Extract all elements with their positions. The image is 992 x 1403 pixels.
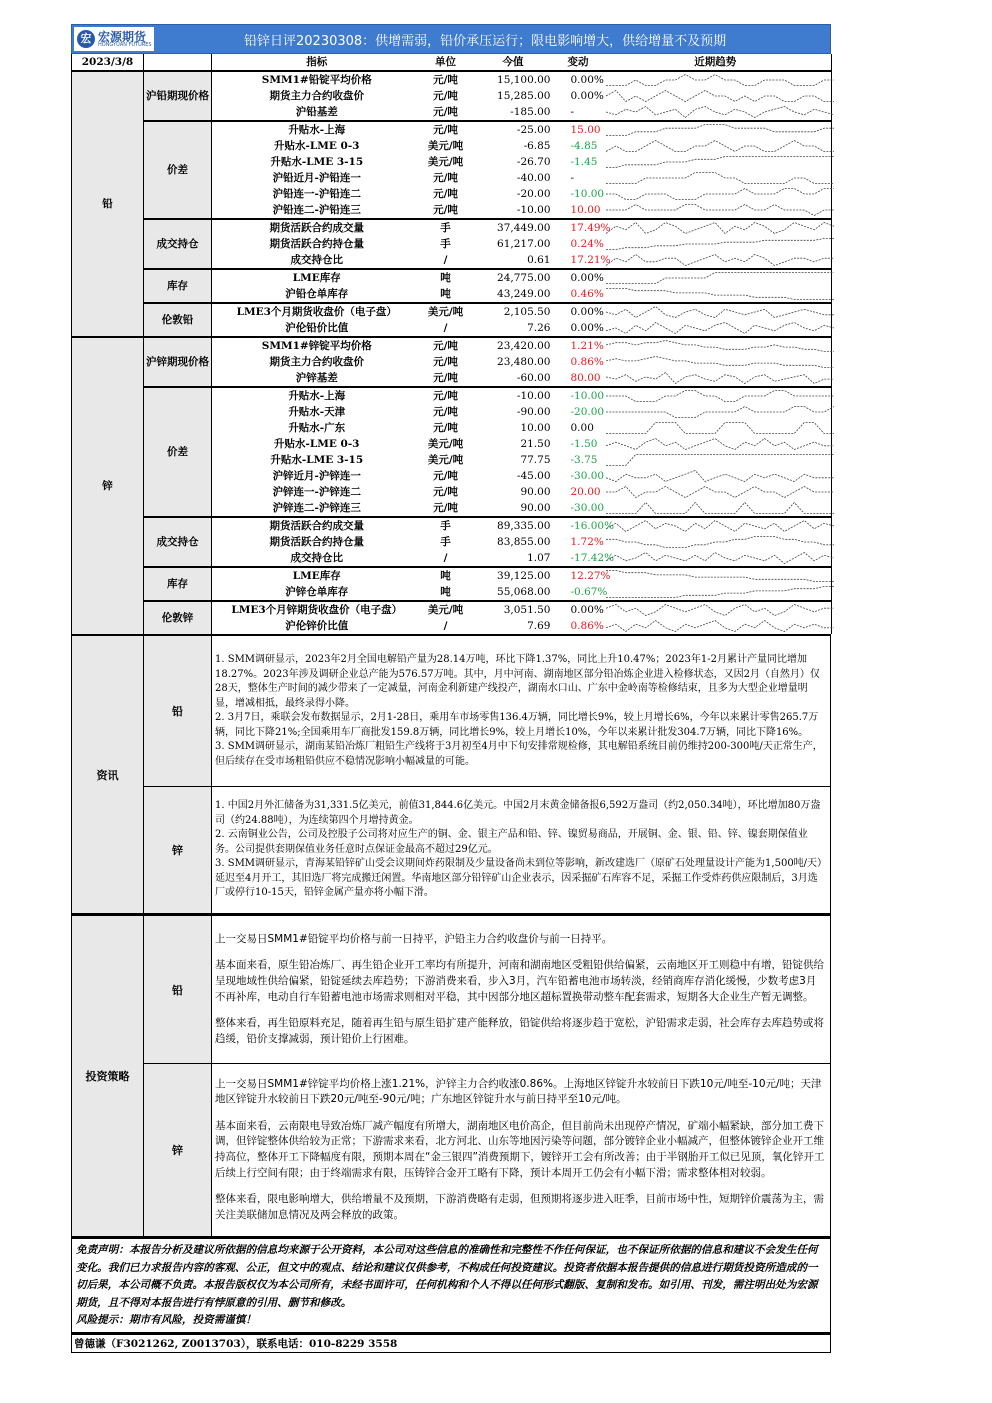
table-row: [72, 337, 832, 354]
indicator-value: 7.69: [527, 620, 551, 632]
trend-sparkline: [604, 603, 836, 617]
trend-sparkline: [604, 171, 836, 185]
indicator-name: 期货活跃合约成交量: [212, 219, 422, 236]
indicator-name: 期货主力合约收盘价: [269, 356, 364, 368]
indicator-name: SMM1#锌锭平均价格: [212, 337, 422, 354]
news-zinc-label: 锌: [144, 787, 212, 914]
indicator-change: -3.75: [570, 454, 598, 466]
indicator-name: 沪锌连二-沪锌连三: [272, 502, 361, 514]
indicator-value: 77.75: [520, 454, 551, 466]
indicator-unit: /: [443, 322, 448, 334]
col-indicator: 指标: [212, 54, 422, 71]
indicator-trend: [600, 387, 832, 404]
trend-sparkline: [604, 221, 836, 235]
indicator-change: 20.00: [570, 486, 601, 498]
trend-sparkline: [604, 551, 836, 565]
indicator-value: 39,125.00: [470, 567, 557, 584]
indicator-value: 15,285.00: [497, 90, 551, 102]
indicator-change: -10.00: [570, 188, 605, 200]
trend-sparkline: [604, 453, 836, 467]
indicator-change: -10.00: [557, 387, 600, 404]
indicator-value: 90.00: [520, 502, 551, 514]
indicator-unit: 元/吨: [433, 172, 458, 184]
indicator-trend: [600, 252, 832, 269]
indicator-value: 61,217.00: [497, 238, 551, 250]
indicator-unit: 元/吨: [433, 486, 458, 498]
indicator-value: -10.00: [470, 387, 557, 404]
trend-sparkline: [604, 73, 836, 87]
indicator-unit: /: [443, 620, 448, 632]
trend-sparkline: [604, 619, 836, 633]
indicator-value: -6.85: [523, 140, 551, 152]
news-label: 资讯: [72, 635, 144, 914]
table-row: [72, 71, 832, 88]
trend-sparkline: [604, 105, 836, 119]
indicator-change: -16.00%: [557, 517, 600, 534]
indicator-value: -26.70: [516, 156, 551, 168]
indicator-value: 1.07: [527, 552, 551, 564]
indicator-unit: 吨: [422, 269, 470, 286]
indicator-trend: [600, 170, 832, 186]
paragraph: 基本面来看，云南限电导致冶炼厂减产幅度有所增大，湖南地区电价高企，但目前尚未出现停产情况，矿端小幅紧缺，部分加工费下调，但锌锭整体供给较为正常；下游需求来看，北方河北、山东等地因污染等问题，部分镀锌企业小幅减产，但整体镀锌企业开工维持高位，整体开工下降幅度有限，预期本周在“金三银四”消费预期下，镀锌开工会有所改善；由于半钢胎开工似已见顶，氧化锌开工后续上行空间有限；由于终端需求有限，压铸锌合金开工略有下降，预计本周开工仍会有小幅下滑；需求整体相对较弱。: [215, 1119, 825, 1179]
strategy-lead-label: 铅: [144, 915, 212, 1064]
strategy-zinc-text: [212, 1064, 831, 1237]
indicator-unit: 元/吨: [422, 71, 470, 88]
paragraph: 上一交易日SMM1#锌锭平均价格上涨1.21%，沪锌主力合约收涨0.86%。上海地区锌锭升水较前日下跌10元/吨至-10元/吨；天津地区锌锭升水较前日下跌20元/吨至-90元/吨；广东地区锌锭升水与前日持平至10元/吨。: [215, 1077, 822, 1106]
strategy-section: [71, 914, 831, 1237]
indicator-table: [71, 54, 832, 634]
indicator-name: 沪伦铅价比值: [285, 322, 349, 334]
indicator-change: 12.27%: [557, 567, 600, 584]
logo-cn: 宏源期货: [98, 29, 147, 44]
indicator-unit: 美元/吨: [427, 156, 464, 168]
indicator-change: -1.45: [570, 156, 598, 168]
disclaimer: [71, 1237, 831, 1333]
indicator-unit: 元/吨: [433, 106, 458, 118]
indicator-value: 83,855.00: [497, 536, 551, 548]
indicator-value: 10.00: [520, 422, 551, 434]
indicator-value: 7.26: [527, 322, 551, 334]
trend-sparkline: [604, 485, 836, 499]
indicator-change: -0.67%: [570, 586, 608, 598]
indicator-change: 17.21%: [570, 254, 611, 266]
group-label: 伦敦锌: [144, 601, 212, 634]
indicator-value: 21.50: [520, 438, 551, 450]
indicator-trend: [600, 320, 832, 337]
indicator-trend: [600, 584, 832, 601]
col-unit: 单位: [422, 54, 470, 71]
indicator-trend: [600, 337, 832, 354]
indicator-name: 升贴水-LME 3-15: [270, 156, 364, 168]
indicator-trend: [600, 370, 832, 387]
trend-sparkline: [604, 187, 836, 201]
group-label: 库存: [144, 269, 212, 303]
indicator-value: -40.00: [516, 172, 551, 184]
indicator-change: -: [570, 106, 575, 118]
disclaimer-text: 免责声明：本报告分析及建议所依据的信息均来源于公开资料，本公司对这些信息的准确性和完整性不作任何保证，也不保证所依据的信息和建议不会发生任何变化。我们已力求报告内容的客观、公正，但文中的观点、结论和建议仅供参考，不构成任何投资建议。投资者依据本报告提供的信息进行期货投资所造成的一切后果，本公司概不负责。本报告版权仅为本公司所有，未经书面许可，任何机构和个人不得以任何形式翻版、复制和发布。如引用、刊发，需注明出处为宏源期货，且不得对本报告进行有悖原意的引用、删节和修改。: [76, 1244, 818, 1309]
indicator-change: 0.00%: [570, 322, 604, 334]
indicator-trend: [600, 88, 832, 104]
indicator-value: 55,068.00: [497, 586, 551, 598]
indicator-trend: [600, 601, 832, 618]
indicator-change: -17.42%: [570, 552, 615, 564]
group-label: 库存: [144, 567, 212, 601]
indicator-name: 期货活跃合约持仓量: [269, 238, 364, 250]
indicator-change: -: [570, 172, 575, 184]
trend-sparkline: [604, 155, 836, 169]
contact-info: 曾德谦（F3021262, Z0013703），联系电话：010-8229 3558: [71, 1333, 831, 1353]
table-row: [72, 219, 832, 236]
indicator-change: 0.86%: [570, 620, 604, 632]
indicator-change: 15.00: [557, 121, 600, 138]
indicator-name: 升贴水-上海: [212, 121, 422, 138]
report-page: [71, 24, 831, 1353]
indicator-value: -20.00: [516, 188, 551, 200]
table-row: [72, 601, 832, 618]
indicator-unit: 美元/吨: [427, 454, 464, 466]
trend-sparkline: [604, 469, 836, 483]
indicator-trend: [600, 219, 832, 236]
trend-sparkline: [604, 321, 836, 335]
indicator-unit: 元/吨: [422, 121, 470, 138]
indicator-name: 期货活跃合约成交量: [212, 517, 422, 534]
indicator-unit: 元/吨: [433, 406, 458, 418]
indicator-change: 1.72%: [570, 536, 604, 548]
indicator-value: -185.00: [510, 106, 551, 118]
group-label: 沪锌期现价格: [144, 337, 212, 387]
indicator-unit: 元/吨: [433, 90, 458, 102]
paragraph: 2. 云南铜业公告，公司及控股子公司将对应生产的铜、金、银主产品和铅、锌、镍贸易商品，开展铜、金、银、铅、锌、镍套期保值业务。公司提供套期保值业务任意时点保证金最高不超过29亿元。: [215, 829, 808, 855]
indicator-trend: [600, 500, 832, 517]
indicator-name: 沪锌基差: [295, 372, 338, 384]
indicator-trend: [600, 468, 832, 484]
trend-sparkline: [604, 585, 836, 599]
paragraph: 3. SMM调研显示，湖南某铅冶炼厂粗铅生产线将于3月初至4月中下旬安排常规检修，其电解铅系统目前仍维持200-300吨/天正常生产，但后续存在受市场粗铅供应不稳情况影响小幅减量的可能。: [215, 741, 823, 767]
indicator-trend: [600, 121, 832, 138]
indicator-change: -30.00: [570, 502, 605, 514]
indicator-unit: 元/吨: [433, 470, 458, 482]
group-label: 成交持仓: [144, 517, 212, 567]
news-zinc-text: [212, 787, 831, 914]
indicator-unit: 手: [422, 219, 470, 236]
indicator-change: 0.00%: [570, 90, 604, 102]
indicator-name: LME3个月锌期货收盘价（电子盘）: [212, 601, 422, 618]
trend-sparkline: [604, 421, 836, 435]
paragraph: 1. 中国2月外汇储备为31,331.5亿美元，前值31,844.6亿美元。中国2月末黄金储备报6,592万盎司（约2,050.34吨），环比增加80万盎司（约24.88吨），为连续第四个月增持黄金。: [215, 800, 821, 826]
indicator-change: 1.21%: [557, 337, 600, 354]
table-row: [72, 303, 832, 320]
indicator-name: LME库存: [212, 269, 422, 286]
indicator-name: 升贴水-LME 0-3: [274, 438, 360, 450]
indicator-name: 成交持仓比: [290, 254, 343, 266]
indicator-trend: [600, 550, 832, 567]
indicator-change: 0.00: [570, 422, 594, 434]
trend-sparkline: [604, 569, 836, 583]
indicator-change: -1.50: [570, 438, 598, 450]
indicator-trend: [600, 618, 832, 634]
indicator-trend: [600, 517, 832, 534]
indicator-unit: 手: [422, 517, 470, 534]
indicator-name: 升贴水-LME 3-15: [270, 454, 364, 466]
indicator-value: -45.00: [516, 470, 551, 482]
paragraph: 1. SMM调研显示，2023年2月全国电解铅产量为28.14万吨，环比下降1.37%，同比上升10.47%；2023年1-2月累计产量同比增加18.27%。2023年涉及调研企业总产能为576.57万吨。其中，月中河南、湖南地区部分铅冶炼企业进入检修状态，又因2月（自然月）仅28天，整体生产时间的减少带来了一定减量，河南金利新建产线投产，湖南水口山、广东中金岭南等检修结束，且多为大型企业增量明显，增减相抵，最终录得小降。: [215, 654, 820, 709]
indicator-unit: /: [443, 254, 448, 266]
indicator-trend: [600, 138, 832, 154]
indicator-trend: [600, 404, 832, 420]
indicator-change: 0.46%: [570, 288, 604, 300]
indicator-value: -90.00: [516, 406, 551, 418]
indicator-value: 3,051.50: [470, 601, 557, 618]
indicator-trend: [600, 303, 832, 320]
indicator-name: 沪锌仓单库存: [285, 586, 349, 598]
indicator-name: 升贴水-广东: [288, 422, 346, 434]
trend-sparkline: [604, 405, 836, 419]
strategy-lead-text: [212, 915, 831, 1064]
strategy-label: 投资策略: [72, 915, 144, 1237]
trend-sparkline: [604, 339, 836, 353]
indicator-value: -25.00: [470, 121, 557, 138]
indicator-unit: 美元/吨: [422, 601, 470, 618]
indicator-value: 15,100.00: [470, 71, 557, 88]
indicator-name: 升贴水-上海: [212, 387, 422, 404]
trend-sparkline: [604, 123, 836, 137]
indicator-change: 80.00: [570, 372, 601, 384]
logo-mark-icon: 宏: [77, 30, 95, 48]
indicator-name: 沪锌连一-沪锌连二: [272, 486, 361, 498]
group-label: 成交持仓: [144, 219, 212, 269]
risk-warning: 风险提示：期市有风险，投资需谨慎！: [76, 1314, 257, 1326]
trend-sparkline: [604, 305, 836, 319]
indicator-unit: 吨: [422, 567, 470, 584]
group-label: 沪铅期现价格: [144, 71, 212, 121]
group-label: 伦敦铅: [144, 303, 212, 337]
company-logo: [74, 27, 154, 51]
trend-sparkline: [604, 389, 836, 403]
paragraph: 上一交易日SMM1#铅锭平均价格与前一日持平，沪铅主力合约收盘价与前一日持平。: [215, 932, 613, 945]
indicator-unit: 美元/吨: [427, 140, 464, 152]
indicator-trend: [600, 436, 832, 452]
report-title: 铅锌日评20230308：供增需弱，铅价承压运行；限电影响增大，供给增量不及预期: [244, 34, 727, 49]
indicator-value: 2,105.50: [470, 303, 557, 320]
indicator-unit: 吨: [440, 288, 451, 300]
indicator-unit: 元/吨: [433, 372, 458, 384]
indicator-change: -30.00: [570, 470, 605, 482]
indicator-name: 沪铅仓单库存: [285, 288, 349, 300]
indicator-name: LME库存: [212, 567, 422, 584]
indicator-value: -10.00: [516, 204, 551, 216]
indicator-trend: [600, 104, 832, 121]
indicator-change: 17.49%: [557, 219, 600, 236]
indicator-trend: [600, 452, 832, 468]
trend-sparkline: [604, 203, 836, 217]
trend-sparkline: [604, 501, 836, 515]
metal-label: 锌: [72, 337, 144, 634]
indicator-name: 期货主力合约收盘价: [269, 90, 364, 102]
paragraph: 3. SMM调研显示，青海某铅锌矿山受会议期间炸药限制及少量设备尚未到位等影响，新改建选厂（原矿石处理量设计产能为1,500吨/天）延迟至4月开工，其旧选厂将完成搬迁闲置。华南地区部分铅锌矿山企业表示，因采掘矿石库容不足，采掘工作受炸药供应限制后，3月选厂或停行10-15天，铅锌金属产量亦将小幅下滑。: [215, 858, 823, 899]
indicator-unit: 手: [440, 536, 451, 548]
trend-sparkline: [604, 535, 836, 549]
strategy-zinc-label: 锌: [144, 1064, 212, 1237]
indicator-trend: [600, 567, 832, 584]
indicator-trend: [600, 186, 832, 202]
indicator-trend: [600, 236, 832, 252]
indicator-name: 沪铅基差: [295, 106, 338, 118]
indicator-trend: [600, 420, 832, 436]
indicator-value: 0.61: [527, 254, 551, 266]
group-label: 价差: [144, 121, 212, 219]
indicator-name: 成交持仓比: [290, 552, 343, 564]
trend-sparkline: [604, 271, 836, 285]
indicator-name: 升贴水-天津: [288, 406, 346, 418]
trend-sparkline: [604, 519, 836, 533]
indicator-name: 沪铅连一-沪铅连二: [272, 188, 361, 200]
indicator-name: 沪铅连二-沪铅连三: [272, 204, 361, 216]
trend-sparkline: [604, 287, 836, 301]
indicator-change: 0.00%: [557, 71, 600, 88]
trend-sparkline: [604, 437, 836, 451]
indicator-trend: [600, 484, 832, 500]
trend-sparkline: [604, 371, 836, 385]
indicator-change: 10.00: [570, 204, 601, 216]
indicator-change: 0.24%: [570, 238, 604, 250]
indicator-unit: 美元/吨: [427, 438, 464, 450]
paragraph: 整体来看，限电影响增大，供给增量不及预期，下游消费略有走弱，但预期将逐步进入旺季，目前市场中性，短期锌价震荡为主，需关注美联储加息情况及两会释放的政策。: [215, 1193, 824, 1222]
indicator-value: 43,249.00: [497, 288, 551, 300]
indicator-name: 期货活跃合约持仓量: [269, 536, 364, 548]
indicator-unit: 元/吨: [422, 387, 470, 404]
indicator-value: 24,775.00: [470, 269, 557, 286]
table-row: [72, 517, 832, 534]
indicator-name: 沪铅近月-沪铅连一: [272, 172, 361, 184]
paragraph: 整体来看，再生铅原料充足，随着再生铅与原生铅扩建产能释放，铅锭供给将逐步趋于宽松，沪铅需求走弱，社会库存去库趋势或将趋缓，铅价支撑减弱，预计铅价上行困难。: [215, 1016, 824, 1045]
indicator-trend: [600, 534, 832, 550]
trend-sparkline: [604, 139, 836, 153]
indicator-trend: [600, 202, 832, 219]
indicator-value: -60.00: [516, 372, 551, 384]
indicator-name: LME3个月期货收盘价（电子盘）: [212, 303, 422, 320]
indicator-change: -20.00: [570, 406, 605, 418]
trend-sparkline: [604, 89, 836, 103]
trend-sparkline: [604, 253, 836, 267]
indicator-value: 89,335.00: [470, 517, 557, 534]
indicator-unit: 元/吨: [433, 188, 458, 200]
news-section: [71, 634, 831, 914]
indicator-value: 90.00: [520, 486, 551, 498]
trend-sparkline: [604, 355, 836, 369]
indicator-name: SMM1#铅锭平均价格: [212, 71, 422, 88]
col-change: 变动: [557, 54, 600, 71]
indicator-name: 沪伦锌价比值: [285, 620, 349, 632]
indicator-trend: [600, 71, 832, 88]
indicator-unit: 元/吨: [433, 502, 458, 514]
paragraph: 基本面来看，原生铅冶炼厂、再生铅企业开工率均有所提升，河南和湖南地区受粗铅供给偏紧，云南地区开工则稳中有增，铅锭供给呈现地域性供给偏紧，铅锭延续去库趋势；下游消费来看，步入3月，汽车铅蓄电池市场转淡，经销商库存消化缓慢，少数考虑3月不再补库，电动自行车铅蓄电池市场需求则相对平稳，其中因部分地区超标置换带动整车配套需求，短期各大企业生产暂无调整。: [215, 958, 824, 1003]
table-row: [72, 387, 832, 404]
indicator-trend: [600, 269, 832, 286]
indicator-unit: 吨: [440, 586, 451, 598]
metal-label: 铅: [72, 71, 144, 337]
indicator-value: 23,420.00: [470, 337, 557, 354]
logo-en: HONGYUAN FUTURES: [98, 41, 152, 48]
indicator-unit: 手: [440, 238, 451, 250]
indicator-unit: 元/吨: [422, 337, 470, 354]
table-row: [72, 121, 832, 138]
indicator-unit: 元/吨: [433, 356, 458, 368]
indicator-change: 0.00%: [557, 269, 600, 286]
report-date: 2023/3/8: [72, 54, 144, 71]
indicator-unit: 美元/吨: [422, 303, 470, 320]
indicator-value: 23,480.00: [497, 356, 551, 368]
col-trend: 近期趋势: [600, 54, 832, 71]
news-lead-label: 铅: [144, 635, 212, 787]
indicator-change: -4.85: [570, 140, 598, 152]
indicator-change: 0.00%: [557, 601, 600, 618]
indicator-trend: [600, 154, 832, 170]
indicator-trend: [600, 286, 832, 303]
table-row: [72, 269, 832, 286]
table-header-row: [72, 54, 832, 71]
indicator-value: 37,449.00: [470, 219, 557, 236]
paragraph: 2. 3月7日，乘联会发布数据显示，2月1-28日，乘用车市场零售136.4万辆，同比增长9%，较上月增长6%，今年以来累计零售265.7万辆，同比下降21%;全国乘用车厂商批发159.8万辆，同比增长9%，较上月增长10%，今年以来累计批发304.7万辆，同比下降16%。: [215, 712, 819, 738]
report-header: [71, 24, 831, 54]
indicator-unit: /: [443, 552, 448, 564]
indicator-name: 升贴水-LME 0-3: [274, 140, 360, 152]
indicator-name: 沪锌近月-沪锌连一: [272, 470, 361, 482]
trend-sparkline: [604, 237, 836, 251]
indicator-trend: [600, 354, 832, 370]
table-row: [72, 567, 832, 584]
indicator-change: 0.00%: [557, 303, 600, 320]
col-today: 今值: [470, 54, 557, 71]
indicator-unit: 元/吨: [433, 204, 458, 216]
indicator-change: 0.86%: [570, 356, 604, 368]
indicator-unit: 元/吨: [433, 422, 458, 434]
group-label: 价差: [144, 387, 212, 517]
news-lead-text: [212, 635, 831, 787]
